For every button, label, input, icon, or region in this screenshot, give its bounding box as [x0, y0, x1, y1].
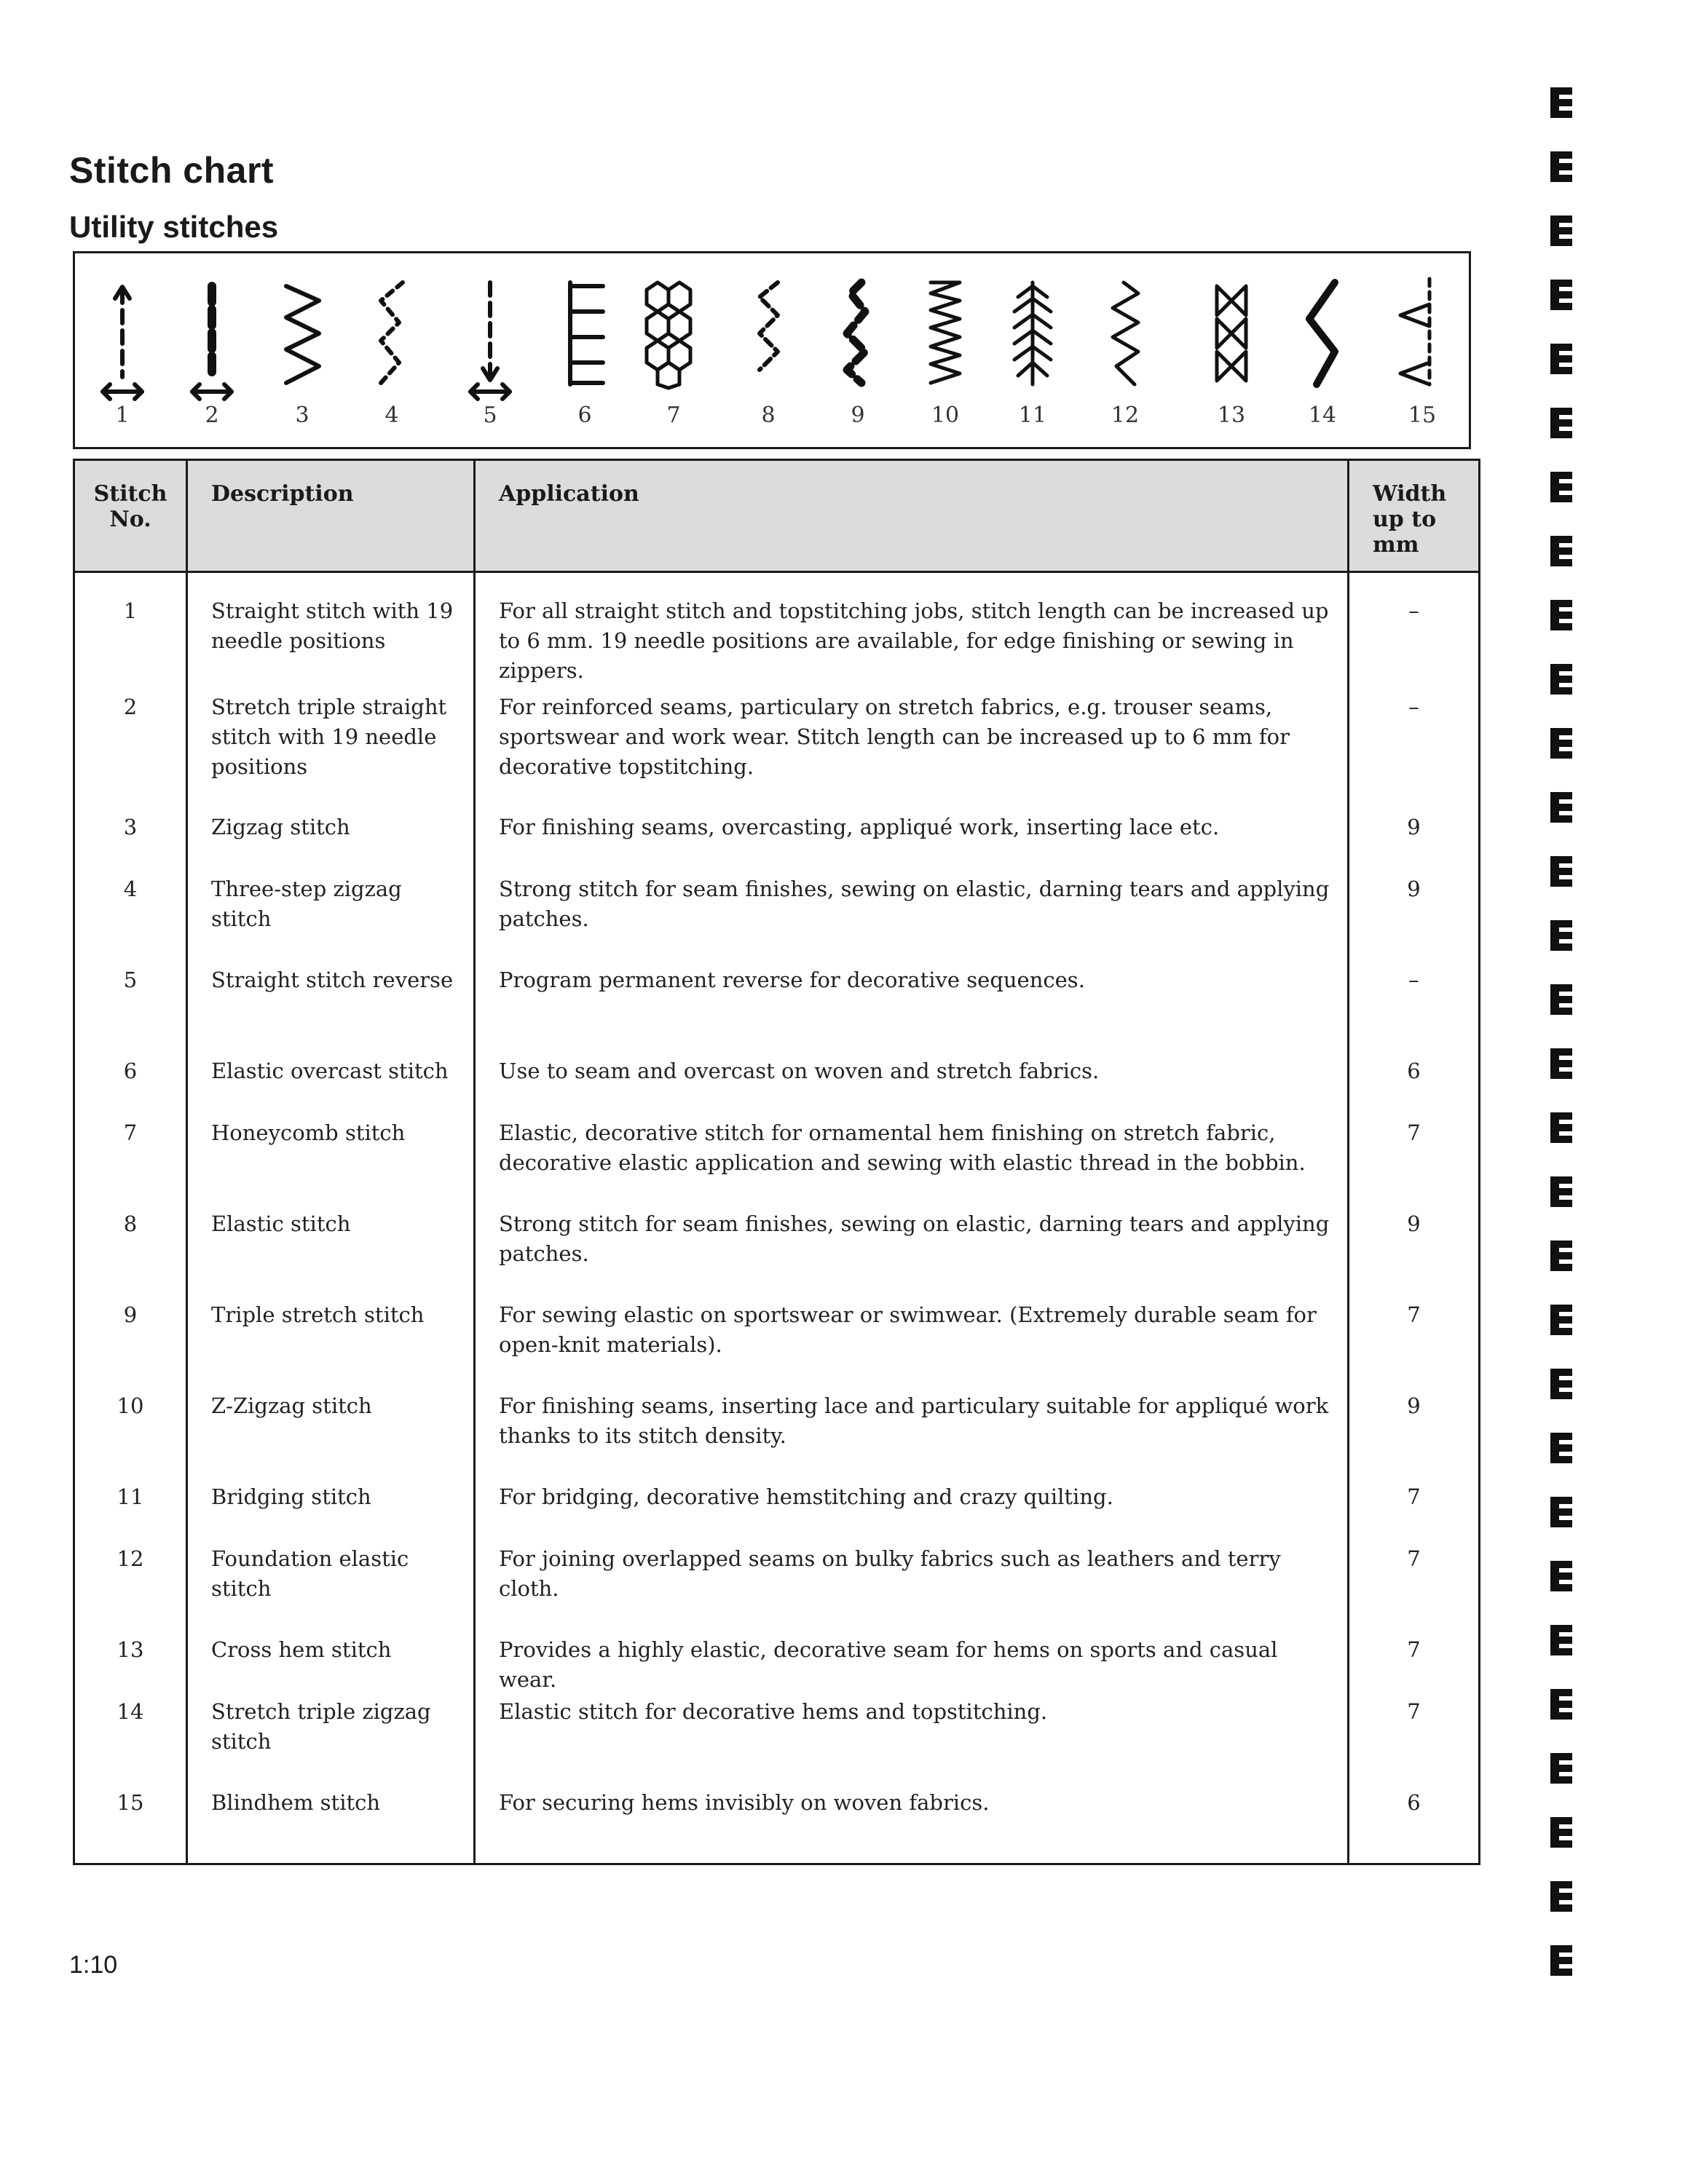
table-row: [74, 812, 1480, 874]
stitch-number: 9: [851, 403, 865, 428]
stitch-symbol-11: [1014, 282, 1051, 384]
binding-tab: [1550, 215, 1572, 246]
stitch-symbol-6: [570, 282, 603, 384]
table-row: [74, 1300, 1480, 1391]
binding-tabs: [1547, 29, 1591, 1995]
cell-stitch-no: 3: [74, 812, 187, 874]
table-row: [74, 874, 1480, 965]
binding-tab: [1550, 1048, 1572, 1079]
stitch-symbol-13: [1217, 286, 1246, 381]
cell-application: For joining overlapped seams on bulky fabrics such as leathers and terry cloth.: [475, 1544, 1349, 1635]
table-row: [74, 1544, 1480, 1635]
cell-application: Program permanent reverse for decorative sequences.: [475, 965, 1349, 1056]
cell-application: Use to seam and overcast on woven and stretch fabrics.: [475, 1056, 1349, 1118]
cell-application: For reinforced seams, particulary on stretch fabrics, e.g. trouser seams, sportswear and work wear. Stitch length can be increased up to 6 mm for decorative topstitching.: [475, 692, 1349, 812]
binding-tab-marks: [1547, 29, 1591, 1995]
cell-description: Zigzag stitch: [187, 812, 475, 874]
binding-tab: [1550, 87, 1572, 118]
binding-tab: [1550, 280, 1572, 310]
stitch-symbol-3: [286, 286, 319, 383]
table-row: [74, 1118, 1480, 1209]
cell-stitch-no: 6: [74, 1056, 187, 1118]
table-row: [74, 1391, 1480, 1482]
stitch-number: 6: [577, 403, 592, 428]
stitch-number: 14: [1308, 403, 1337, 428]
table-header-row: [74, 460, 1480, 572]
cell-description: Stretch triple straight stitch with 19 needle positions: [187, 692, 475, 812]
header-description: Description: [187, 460, 475, 572]
cell-description: Foundation elastic stitch: [187, 1544, 475, 1635]
binding-tab: [1550, 1497, 1572, 1527]
stitch-symbol-panel: [73, 251, 1471, 449]
binding-tab: [1550, 536, 1572, 566]
cell-description: Bridging stitch: [187, 1482, 475, 1544]
cell-width: –: [1349, 965, 1480, 1056]
cell-width: 9: [1349, 1391, 1480, 1482]
page-title: Stitch chart: [69, 150, 275, 191]
cell-width: 7: [1349, 1544, 1480, 1635]
binding-tab: [1550, 600, 1572, 630]
header-stitch-no: Stitch No.: [74, 460, 187, 572]
stitch-symbol-4: [381, 282, 403, 383]
binding-tab: [1550, 856, 1572, 887]
cell-application: For finishing seams, overcasting, appliqué work, inserting lace etc.: [475, 812, 1349, 874]
binding-tab: [1550, 920, 1572, 951]
cell-application: For bridging, decorative hemstitching and crazy quilting.: [475, 1482, 1349, 1544]
cell-stitch-no: 14: [74, 1697, 187, 1788]
cell-application: For securing hems invisibly on woven fabrics.: [475, 1788, 1349, 1864]
binding-tab: [1550, 1625, 1572, 1655]
cell-application: For sewing elastic on sportswear or swimwear. (Extremely durable seam for open-knit materials).: [475, 1300, 1349, 1391]
cell-width: 9: [1349, 1209, 1480, 1300]
cell-description: Stretch triple zigzag stitch: [187, 1697, 475, 1788]
cell-stitch-no: 15: [74, 1788, 187, 1864]
binding-tab: [1550, 344, 1572, 374]
cell-application: For finishing seams, inserting lace and particulary suitable for appliqué work thanks to its stitch density.: [475, 1391, 1349, 1482]
cell-application: Elastic, decorative stitch for ornamental hem finishing on stretch fabric, decorative elastic application and sewing with elastic thread in the bobbin.: [475, 1118, 1349, 1209]
stitch-number: 7: [666, 403, 681, 428]
cell-stitch-no: 11: [74, 1482, 187, 1544]
binding-tab: [1550, 1305, 1572, 1335]
cell-width: 7: [1349, 1697, 1480, 1788]
cell-stitch-no: 5: [74, 965, 187, 1056]
section-subtitle: Utility stitches: [69, 210, 279, 244]
stitch-number: 2: [205, 403, 219, 428]
cell-stitch-no: 9: [74, 1300, 187, 1391]
cell-width: –: [1349, 692, 1480, 812]
table-row: [74, 1209, 1480, 1300]
cell-stitch-no: 13: [74, 1635, 187, 1697]
stitch-number: 3: [295, 403, 309, 428]
binding-tab: [1550, 728, 1572, 759]
binding-tab: [1550, 1753, 1572, 1784]
cell-description: Straight stitch with 19 needle positions: [187, 572, 475, 692]
stitch-number: 1: [115, 403, 130, 428]
header-width: Width up to mm: [1349, 460, 1480, 572]
stitch-symbol-15: [1400, 279, 1429, 384]
binding-tab: [1550, 472, 1572, 502]
stitch-symbol-12: [1113, 282, 1138, 384]
cell-width: –: [1349, 572, 1480, 692]
cell-stitch-no: 10: [74, 1391, 187, 1482]
stitch-symbol-10: [931, 282, 960, 383]
stitch-symbol-2: [192, 286, 232, 399]
cell-stitch-no: 1: [74, 572, 187, 692]
cell-application: For all straight stitch and topstitching jobs, stitch length can be increased up to 6 mm. 19 needle positions are available, for edge finishing or sewing in zippers.: [475, 572, 1349, 692]
binding-tab: [1550, 151, 1572, 182]
table-row: [74, 572, 1480, 692]
stitch-number: 12: [1111, 403, 1140, 428]
binding-tab: [1550, 1561, 1572, 1591]
cell-width: 6: [1349, 1056, 1480, 1118]
cell-stitch-no: 2: [74, 692, 187, 812]
table-row: [74, 1697, 1480, 1788]
binding-tab: [1550, 1945, 1572, 1976]
stitch-symbol-5: [470, 282, 510, 399]
cell-description: Honeycomb stitch: [187, 1118, 475, 1209]
cell-width: 7: [1349, 1635, 1480, 1697]
stitch-table: [73, 459, 1480, 1865]
cell-description: Elastic overcast stitch: [187, 1056, 475, 1118]
binding-tab: [1550, 1112, 1572, 1143]
stitch-symbol-14: [1309, 282, 1335, 384]
table-row: [74, 692, 1480, 812]
cell-application: Provides a highly elastic, decorative seam for hems on sports and casual wear.: [475, 1635, 1349, 1697]
cell-description: Z-Zigzag stitch: [187, 1391, 475, 1482]
cell-stitch-no: 12: [74, 1544, 187, 1635]
stitch-symbol-1: [103, 287, 142, 399]
binding-tab: [1550, 1817, 1572, 1848]
cell-stitch-no: 4: [74, 874, 187, 965]
cell-width: 7: [1349, 1118, 1480, 1209]
binding-tab: [1550, 984, 1572, 1015]
stitch-number: 5: [483, 403, 497, 428]
cell-stitch-no: 7: [74, 1118, 187, 1209]
cell-application: Strong stitch for seam finishes, sewing on elastic, darning tears and applying patches.: [475, 1209, 1349, 1300]
table-row: [74, 1056, 1480, 1118]
stitch-number-row: [75, 403, 1469, 439]
cell-width: 7: [1349, 1300, 1480, 1391]
binding-tab: [1550, 1433, 1572, 1463]
cell-application: Strong stitch for seam finishes, sewing on elastic, darning tears and applying patches.: [475, 874, 1349, 965]
binding-tab: [1550, 1176, 1572, 1207]
stitch-symbol-8: [760, 282, 778, 370]
stitch-number: 10: [931, 403, 960, 428]
binding-tab: [1550, 1689, 1572, 1720]
table-row: [74, 1482, 1480, 1544]
stitch-number: 11: [1018, 403, 1047, 428]
table-row: [74, 1788, 1480, 1864]
cell-application: Elastic stitch for decorative hems and topstitching.: [475, 1697, 1349, 1788]
cell-stitch-no: 8: [74, 1209, 187, 1300]
cell-description: Elastic stitch: [187, 1209, 475, 1300]
cell-description: Blindhem stitch: [187, 1788, 475, 1864]
binding-tab: [1550, 1881, 1572, 1912]
cell-description: Triple stretch stitch: [187, 1300, 475, 1391]
binding-tab: [1550, 664, 1572, 695]
stitch-number: 4: [384, 403, 399, 428]
stitch-number: 8: [761, 403, 776, 428]
stitch-number: 13: [1217, 403, 1246, 428]
binding-tab: [1550, 1369, 1572, 1399]
stitch-symbol-9: [847, 282, 865, 383]
binding-tab: [1550, 408, 1572, 438]
binding-tab: [1550, 1241, 1572, 1271]
header-application: Application: [475, 460, 1349, 572]
table-row: [74, 965, 1480, 1056]
page-number: 1:10: [69, 1951, 118, 1979]
cell-description: Three-step zigzag stitch: [187, 874, 475, 965]
cell-width: 9: [1349, 874, 1480, 965]
binding-tab: [1550, 792, 1572, 823]
table-row: [74, 1635, 1480, 1697]
cell-width: 6: [1349, 1788, 1480, 1864]
stitch-symbol-7: [647, 282, 690, 388]
cell-width: 9: [1349, 812, 1480, 874]
stitch-number: 15: [1408, 403, 1437, 428]
cell-description: Straight stitch reverse: [187, 965, 475, 1056]
cell-description: Cross hem stitch: [187, 1635, 475, 1697]
cell-width: 7: [1349, 1482, 1480, 1544]
